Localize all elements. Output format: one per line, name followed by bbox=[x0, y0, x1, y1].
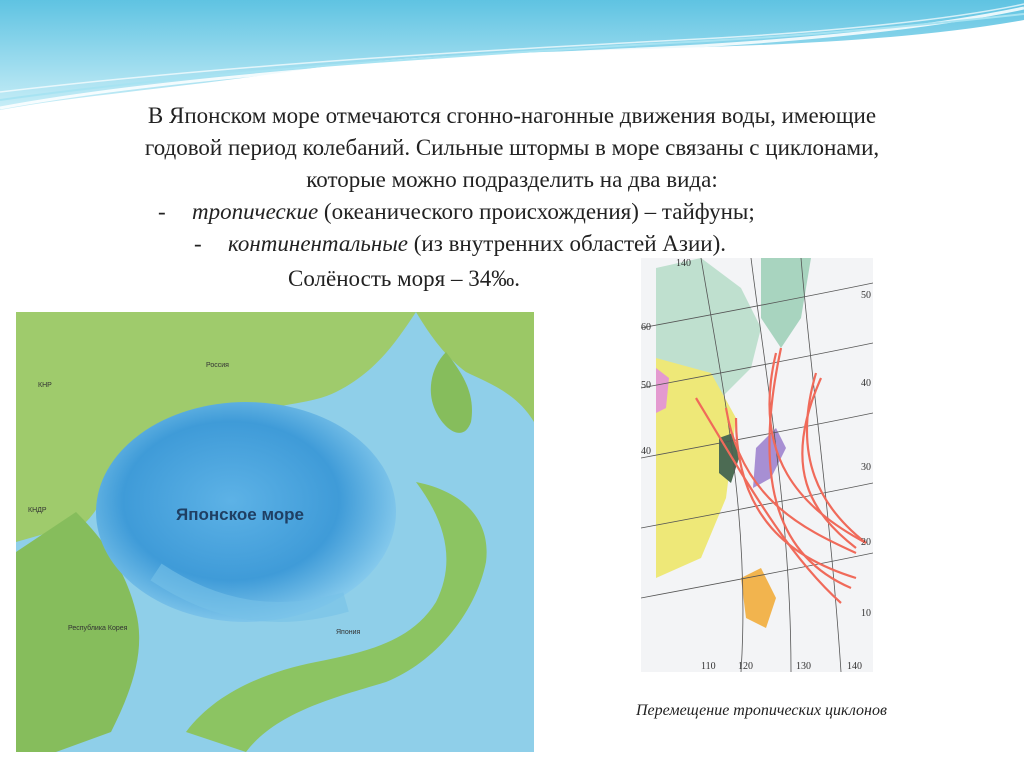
bullet-text: (океанического происхождения) – тайфуны; bbox=[318, 199, 755, 224]
map-label: Россия bbox=[206, 362, 229, 369]
lon-label: 130 bbox=[796, 661, 811, 672]
bullet-dash: - bbox=[158, 199, 166, 224]
sea-label: Японское море bbox=[176, 505, 305, 524]
lon-label: 120 bbox=[738, 661, 753, 672]
cyclone-tracks-map bbox=[641, 258, 873, 672]
map-label: Республика Корея bbox=[68, 625, 128, 632]
bullet-term: континентальные bbox=[228, 231, 409, 256]
lat-label: 40 bbox=[861, 378, 871, 389]
lat-label: 10 bbox=[861, 608, 871, 619]
lat-label: 50 bbox=[861, 290, 871, 301]
bullet-tropical bbox=[60, 196, 964, 228]
bullet-term: тропические bbox=[192, 199, 319, 224]
map-label: КНР bbox=[38, 382, 52, 389]
paragraph-line-3: которые можно подразделить на два вида: bbox=[306, 167, 718, 192]
bullet-continental bbox=[60, 228, 964, 260]
main-text bbox=[60, 100, 964, 260]
lon-label: 140 bbox=[676, 258, 691, 269]
bullet-text: (из внутренних областей Азии). bbox=[408, 231, 727, 256]
lat-label: 40 bbox=[641, 446, 651, 457]
lon-label: 140 bbox=[847, 661, 862, 672]
map-label: Япония bbox=[336, 629, 361, 636]
bullet-dash: - bbox=[194, 231, 202, 256]
lat-label: 50 bbox=[641, 380, 651, 391]
lat-label: 60 bbox=[641, 322, 651, 333]
map-label: КНДР bbox=[28, 507, 47, 514]
lon-label: 110 bbox=[701, 661, 716, 672]
paragraph-line-2: годовой период колебаний. Сильные штормы в море связаны с циклонами, bbox=[144, 135, 880, 160]
map-caption: Перемещение тропических циклонов bbox=[636, 702, 887, 719]
lat-label: 30 bbox=[861, 462, 871, 473]
lat-label: 20 bbox=[861, 537, 871, 548]
salinity-text: Солёность моря – 34‰. bbox=[288, 266, 520, 291]
sea-of-japan-map bbox=[16, 312, 534, 752]
paragraph-line-1: В Японском море отмечаются сгонно-нагонные движения воды, имеющие bbox=[147, 103, 877, 128]
